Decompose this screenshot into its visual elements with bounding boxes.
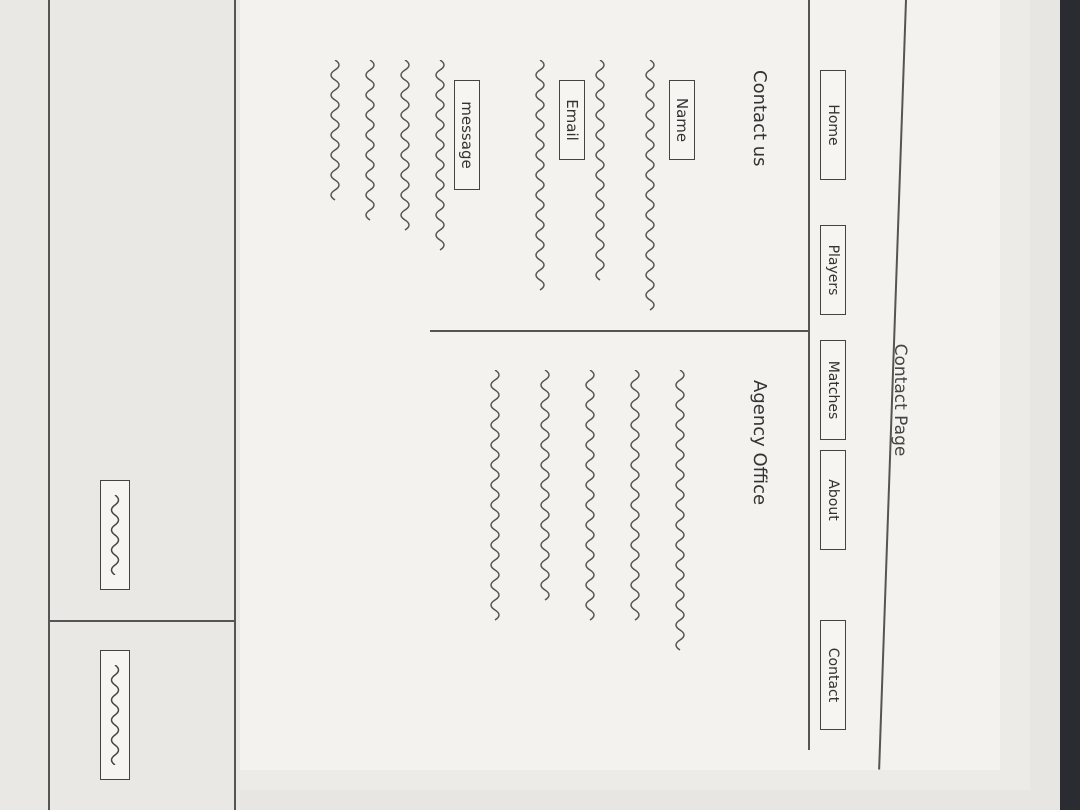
page-title: Contact Page <box>890 343 910 457</box>
agency-office-heading: Agency Office <box>749 380 770 506</box>
nav-home-button[interactable]: Home <box>820 70 846 180</box>
office-text-line-4 <box>535 370 555 610</box>
footer-button-1-scribble <box>107 495 123 575</box>
email-field-line[interactable] <box>530 60 550 300</box>
frame-line-footer-divider <box>48 620 236 622</box>
message-field-line-3[interactable] <box>360 60 380 230</box>
page-content <box>220 0 910 770</box>
message-label: message <box>454 80 480 190</box>
footer-button-2-scribble <box>107 665 123 765</box>
message-field-line-2[interactable] <box>395 60 415 240</box>
contact-us-heading: Contact us <box>749 70 770 167</box>
nav-matches-button[interactable]: Matches <box>820 340 846 440</box>
nav-players-button[interactable]: Players <box>820 225 846 315</box>
email-label: Email <box>559 80 585 160</box>
office-text-line-3 <box>580 370 600 630</box>
message-field-line-1[interactable] <box>430 60 450 260</box>
nav-contact-button[interactable]: Contact <box>820 620 846 730</box>
office-text-line-2 <box>625 370 645 630</box>
message-field-line-4[interactable] <box>325 60 345 210</box>
name-field-placeholder[interactable] <box>640 60 660 320</box>
email-field-placeholder[interactable] <box>590 60 610 290</box>
frame-line-left <box>48 0 50 810</box>
office-text-line-5 <box>485 370 505 630</box>
footer-button-1[interactable] <box>100 480 130 590</box>
office-text-line-1 <box>670 370 690 660</box>
footer-button-2[interactable] <box>100 650 130 780</box>
name-label: Name <box>669 80 695 160</box>
nav-about-button[interactable]: About <box>820 450 846 550</box>
nav-bar <box>814 30 850 750</box>
